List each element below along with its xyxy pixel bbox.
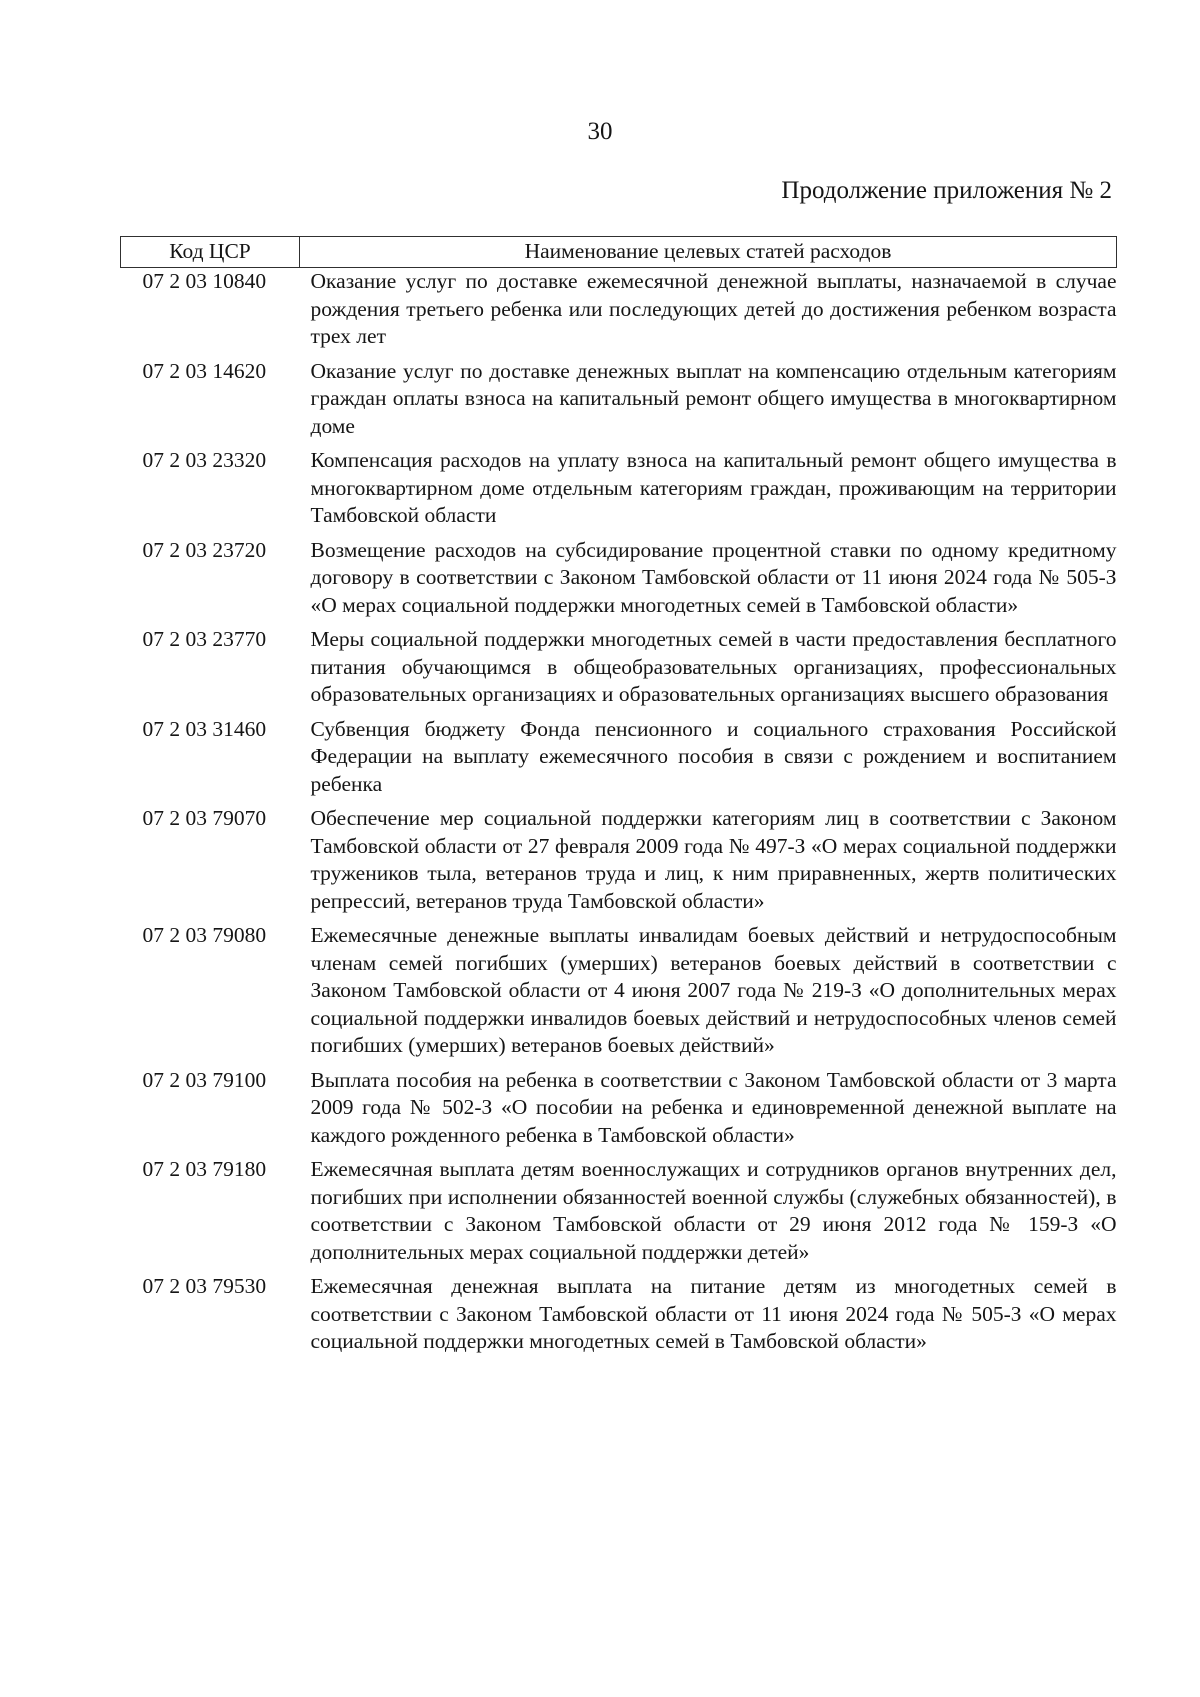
row-name: Оказание услуг по доставке денежных выплат на компенсацию отдельным категориям граждан оплаты взноса на капитальный ремонт общего имущества в многоквартирном доме (310, 358, 1117, 438)
header-name: Наименование целевых статей расходов (300, 237, 1117, 268)
table-row (121, 358, 1117, 448)
table-row (121, 1067, 1117, 1157)
table-header-row (121, 237, 1117, 268)
table-row (121, 268, 1117, 358)
row-code: 07 2 03 23320 (142, 448, 267, 472)
row-name: Выплата пособия на ребенка в соответствии с Законом Тамбовской области от 3 марта 2009 года № 502-З «О пособии на ребенка и единовременной денежной выплате на каждого рожденного ребенка в Тамбовской области» (310, 1067, 1117, 1147)
page-number: 30 (587, 118, 613, 145)
row-code: 07 2 03 23770 (142, 627, 267, 651)
row-name: Обеспечение мер социальной поддержки категориям лиц в соответствии с Законом Тамбовской области от 27 февраля 2009 года № 497-З «О мерах социальной поддержки тружеников тыла, ветеранов труда и лиц, к ним приравненных, жертв политических репрессий, ветеранов труда Тамбовской области» (310, 806, 1117, 913)
row-name: Меры социальной поддержки многодетных семей в части предоставления бесплатного питания обучающимся в общеобразовательных организациях, профессиональных образовательных организациях и образовательных организациях высшего образования (310, 627, 1117, 706)
appendix-heading: Продолжение приложения № 2 (781, 177, 1112, 204)
table-row (121, 716, 1117, 806)
table-row (121, 1273, 1117, 1363)
row-code: 07 2 03 23720 (142, 537, 267, 562)
row-name: Возмещение расходов на субсидирование процентной ставки по одному кредитному договору в соответствии с Законом Тамбовской области от 11 июня 2024 года № 505-З «О мерах социальной поддержки многодетных семей в Тамбовской области» (310, 537, 1117, 617)
row-name: Ежемесячные денежные выплаты инвалидам боевых действий и нетрудоспособным членам семей погибших (умерших) ветеранов боевых действий в соответствии с Законом Тамбовской области от 4 июня 2007 года № 219-З «О дополнительных мерах социальной поддержки инвалидов боевых действий и нетрудоспособных членов семей погибших (умерших) ветеранов боевых действий» (310, 923, 1117, 1057)
row-code: 07 2 03 79080 (142, 923, 267, 947)
row-code: 07 2 03 79530 (142, 1274, 267, 1298)
table-row (121, 922, 1117, 1067)
row-code: 07 2 03 14620 (142, 358, 267, 383)
table-row (121, 537, 1117, 627)
expense-items-table (120, 236, 1117, 1363)
table-body (121, 268, 1117, 1363)
row-code: 07 2 03 79180 (142, 1157, 267, 1181)
table-row (121, 447, 1117, 537)
row-code: 07 2 03 79070 (142, 806, 267, 830)
row-name: Оказание услуг по доставке ежемесячной денежной выплаты, назначаемой в случае рождения третьего ребенка или последующих детей до достижения ребенком возраста трех лет (310, 269, 1117, 348)
row-code: 07 2 03 79100 (142, 1067, 267, 1092)
row-name: Субвенция бюджету Фонда пенсионного и социального страхования Российской Федерации на выплату ежемесячного пособия в связи с рождением и воспитанием ребенка (310, 716, 1117, 796)
row-name: Компенсация расходов на уплату взноса на капитальный ремонт общего имущества в многоквартирном доме отдельным категориям граждан, проживающим на территории Тамбовской области (310, 448, 1117, 527)
row-name: Ежемесячная денежная выплата на питание детям из многодетных семей в соответствии с Законом Тамбовской области от 11 июня 2024 года № 505-З «О мерах социальной поддержки многодетных семей в Тамбовской области» (310, 1274, 1117, 1353)
row-code: 07 2 03 10840 (142, 269, 267, 293)
table-row (121, 626, 1117, 716)
row-code: 07 2 03 31460 (142, 716, 267, 741)
table-row (121, 1156, 1117, 1273)
row-name: Ежемесячная выплата детям военнослужащих и сотрудников органов внутренних дел, погибших при исполнении обязанностей военной службы (служебных обязанностей), в соответствии с Законом Тамбовской области от 29 июня 2012 года № 159-З «О дополнительных мерах социальной поддержки детей» (310, 1157, 1117, 1264)
table-header (121, 237, 1117, 268)
table-row (121, 805, 1117, 922)
header-code: Код ЦСР (121, 237, 300, 268)
